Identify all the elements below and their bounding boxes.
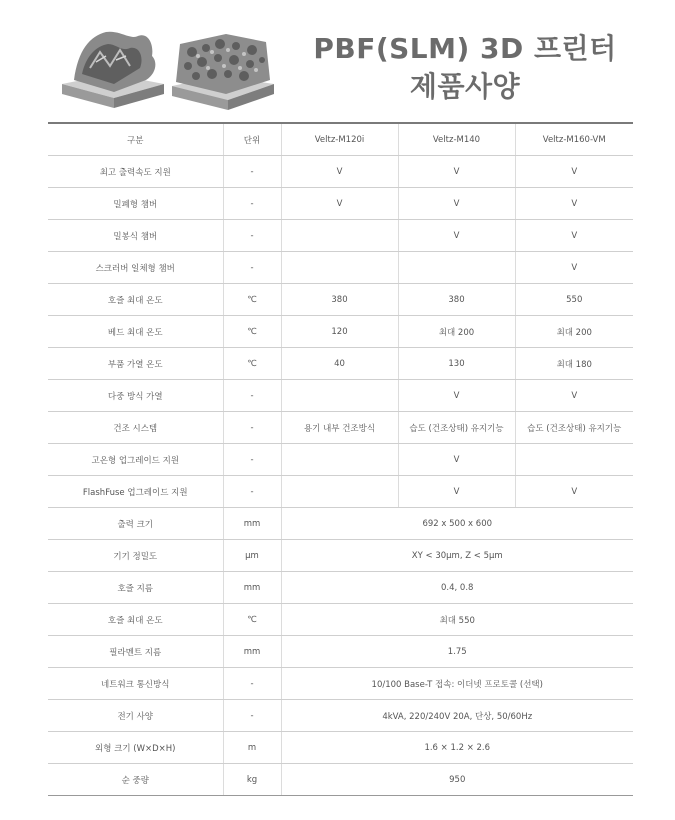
row-merged-value: XY < 30μm, Z < 5μm xyxy=(281,540,633,572)
row-unit: mm xyxy=(223,636,281,668)
row-value xyxy=(281,444,398,476)
row-value xyxy=(281,220,398,252)
row-value: 최대 180 xyxy=(515,348,633,380)
row-label: 부품 가열 온도 xyxy=(48,348,223,380)
table-row xyxy=(48,348,633,380)
table-row xyxy=(48,316,633,348)
row-label: 호즐 최대 온도 xyxy=(48,284,223,316)
row-value: V xyxy=(281,188,398,220)
row-unit: mm xyxy=(223,572,281,604)
row-value: 최대 200 xyxy=(398,316,515,348)
row-label: 외형 크기 (W×D×H) xyxy=(48,732,223,764)
table-row xyxy=(48,284,633,316)
table-row xyxy=(48,700,633,732)
row-value xyxy=(281,476,398,508)
row-label: 호즐 최대 온도 xyxy=(48,604,223,636)
row-unit: kg xyxy=(223,764,281,796)
row-label: 베드 최대 온도 xyxy=(48,316,223,348)
row-label: 고온형 업그레이드 지원 xyxy=(48,444,223,476)
row-unit: μm xyxy=(223,540,281,572)
table-row xyxy=(48,412,633,444)
table-row xyxy=(48,188,633,220)
row-unit: - xyxy=(223,412,281,444)
hero-section xyxy=(0,0,675,122)
table-row xyxy=(48,444,633,476)
row-value: 380 xyxy=(398,284,515,316)
row-value: V xyxy=(515,380,633,412)
row-label: 스크러버 일체형 챔버 xyxy=(48,252,223,284)
row-value: V xyxy=(398,156,515,188)
row-value: V xyxy=(398,380,515,412)
row-value: 550 xyxy=(515,284,633,316)
row-value: V xyxy=(398,444,515,476)
row-merged-value: 950 xyxy=(281,764,633,796)
row-label: 필라멘트 지름 xyxy=(48,636,223,668)
row-unit: ℃ xyxy=(223,348,281,380)
row-value: V xyxy=(515,220,633,252)
printed-parts-image xyxy=(60,22,285,112)
row-value: 40 xyxy=(281,348,398,380)
table-row xyxy=(48,764,633,796)
row-merged-value: 4kVA, 220/240V 20A, 단상, 50/60Hz xyxy=(281,700,633,732)
row-unit: m xyxy=(223,732,281,764)
row-value: V xyxy=(398,188,515,220)
row-unit: ℃ xyxy=(223,604,281,636)
row-merged-value: 최대 550 xyxy=(281,604,633,636)
row-label: 밀폐형 챔버 xyxy=(48,188,223,220)
header-unit: 단위 xyxy=(223,123,281,156)
table-row xyxy=(48,636,633,668)
row-value xyxy=(281,380,398,412)
row-value xyxy=(515,444,633,476)
row-unit: ℃ xyxy=(223,284,281,316)
row-merged-value: 692 x 500 x 600 xyxy=(281,508,633,540)
row-label: 호즐 지름 xyxy=(48,572,223,604)
row-value: V xyxy=(515,476,633,508)
row-label: 건조 시스템 xyxy=(48,412,223,444)
row-unit: mm xyxy=(223,508,281,540)
row-unit: - xyxy=(223,156,281,188)
table-header-row xyxy=(48,123,633,156)
row-value: 습도 (건조상태) 유지기능 xyxy=(515,412,633,444)
table-row xyxy=(48,572,633,604)
table-row xyxy=(48,220,633,252)
row-value: V xyxy=(398,220,515,252)
table-row xyxy=(48,540,633,572)
header-model-3: Veltz-M160-VM xyxy=(515,123,633,156)
title-line-1: PBF(SLM) 3D 프린터 xyxy=(313,32,617,65)
row-unit: - xyxy=(223,188,281,220)
row-merged-value: 1.6 × 1.2 × 2.6 xyxy=(281,732,633,764)
row-value: V xyxy=(515,252,633,284)
row-label: 순 중량 xyxy=(48,764,223,796)
header-category: 구분 xyxy=(48,123,223,156)
table-row xyxy=(48,508,633,540)
row-value xyxy=(398,252,515,284)
spec-table xyxy=(48,122,633,796)
row-unit: - xyxy=(223,252,281,284)
row-unit: ℃ xyxy=(223,316,281,348)
page-title xyxy=(300,30,630,106)
row-value: 습도 (건조상태) 유지기능 xyxy=(398,412,515,444)
row-value: 130 xyxy=(398,348,515,380)
row-label: 출력 크기 xyxy=(48,508,223,540)
row-merged-value: 0.4, 0.8 xyxy=(281,572,633,604)
row-value: V xyxy=(515,156,633,188)
row-label: 최고 출력속도 지원 xyxy=(48,156,223,188)
table-row xyxy=(48,156,633,188)
row-label: 다중 방식 가열 xyxy=(48,380,223,412)
row-label: 기기 정밀도 xyxy=(48,540,223,572)
row-value: 120 xyxy=(281,316,398,348)
header-model-1: Veltz-M120i xyxy=(281,123,398,156)
row-label: FlashFuse 업그레이드 지원 xyxy=(48,476,223,508)
table-row xyxy=(48,668,633,700)
row-unit: - xyxy=(223,700,281,732)
row-merged-value: 10/100 Base-T 접속: 이더넷 프로토콜 (선택) xyxy=(281,668,633,700)
row-label: 전기 사양 xyxy=(48,700,223,732)
row-value: 용기 내부 건조방식 xyxy=(281,412,398,444)
row-merged-value: 1.75 xyxy=(281,636,633,668)
row-value: 최대 200 xyxy=(515,316,633,348)
row-value: 380 xyxy=(281,284,398,316)
row-unit: - xyxy=(223,444,281,476)
row-unit: - xyxy=(223,476,281,508)
title-line-2: 제품사양 xyxy=(409,70,521,103)
table-row xyxy=(48,476,633,508)
row-value: V xyxy=(515,188,633,220)
row-label: 네트워크 통신방식 xyxy=(48,668,223,700)
row-value xyxy=(281,252,398,284)
header-model-2: Veltz-M140 xyxy=(398,123,515,156)
row-unit: - xyxy=(223,380,281,412)
table-row xyxy=(48,380,633,412)
table-row xyxy=(48,252,633,284)
row-value: V xyxy=(281,156,398,188)
row-unit: - xyxy=(223,220,281,252)
table-row xyxy=(48,604,633,636)
table-row xyxy=(48,732,633,764)
row-unit: - xyxy=(223,668,281,700)
row-label: 밀봉식 챔버 xyxy=(48,220,223,252)
row-value: V xyxy=(398,476,515,508)
